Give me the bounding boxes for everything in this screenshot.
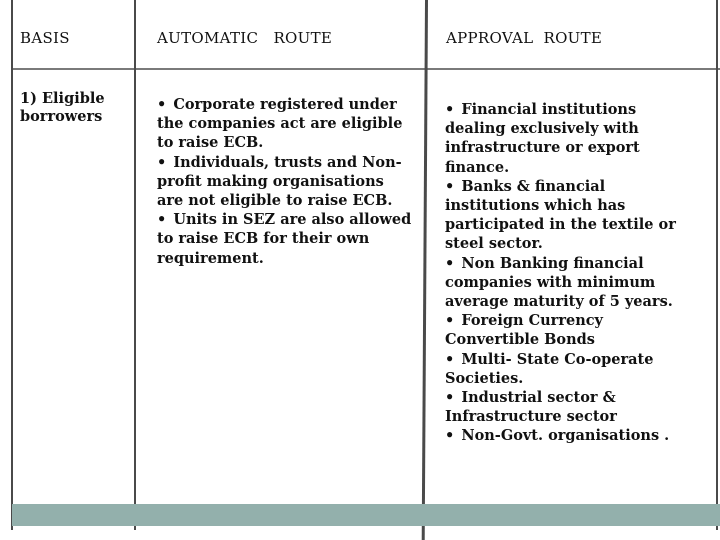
approval-route-item	[445, 254, 690, 312]
header-basis: BASIS	[20, 29, 70, 47]
column-divider-1	[134, 0, 136, 530]
approval-route-item	[445, 350, 690, 388]
automatic-route-item	[157, 210, 412, 268]
bullet-icon: •	[157, 96, 172, 113]
approval-route-item-text: Banks & financial institutions which has participated in the textile or steel sector.	[445, 177, 676, 253]
bullet-icon: •	[445, 389, 460, 407]
approval-route-item	[445, 311, 690, 349]
header-automatic-route: AUTOMATIC ROUTE	[157, 29, 333, 47]
approval-route-item	[445, 388, 690, 426]
automatic-route-item-text: Units in SEZ are also allowed to raise ECB for their own requirement.	[157, 211, 412, 267]
approval-route-item-text: Non Banking financial companies with minimum average maturity of 5 years.	[445, 254, 673, 311]
table-left-border	[11, 0, 13, 530]
automatic-route-item	[157, 95, 412, 153]
bullet-icon: •	[445, 254, 460, 272]
bullet-icon: •	[157, 153, 172, 171]
approval-route-item-text: Financial institutions dealing exclusively with infrastructure or export finance.	[445, 101, 640, 176]
approval-route-item-text: Multi- State Co-operate Societies.	[445, 350, 654, 387]
column-divider-2	[422, 0, 428, 540]
approval-route-item	[445, 426, 690, 445]
approval-route-item-text: Non-Govt. organisations .	[461, 427, 670, 445]
approval-route-item-text: Foreign Currency Convertible Bonds	[445, 312, 603, 349]
footer-bar	[12, 504, 720, 526]
approval-route-item	[445, 177, 690, 254]
bullet-icon: •	[445, 177, 460, 195]
automatic-route-item	[157, 153, 412, 211]
approval-route-item	[445, 100, 690, 177]
automatic-route-list	[157, 95, 412, 268]
bullet-icon: •	[157, 211, 172, 229]
approval-route-item-text: Industrial sector & Infrastructure sector	[445, 389, 617, 426]
automatic-route-item-text: Corporate registered under the companies act are eligible to raise ECB.	[157, 96, 403, 152]
bullet-icon: •	[445, 312, 460, 330]
table-right-border	[716, 0, 718, 530]
bullet-icon: •	[445, 427, 460, 445]
row-basis-eligible-borrowers: 1) Eligible borrowers	[20, 90, 105, 125]
header-approval-route: APPROVAL ROUTE	[446, 29, 603, 47]
bullet-icon: •	[445, 350, 460, 368]
header-divider	[12, 68, 720, 70]
automatic-route-item-text: Individuals, trusts and Non-profit making organisations are not eligible to raise ECB.	[157, 153, 402, 210]
bullet-icon: •	[445, 101, 460, 118]
approval-route-list	[445, 100, 690, 446]
